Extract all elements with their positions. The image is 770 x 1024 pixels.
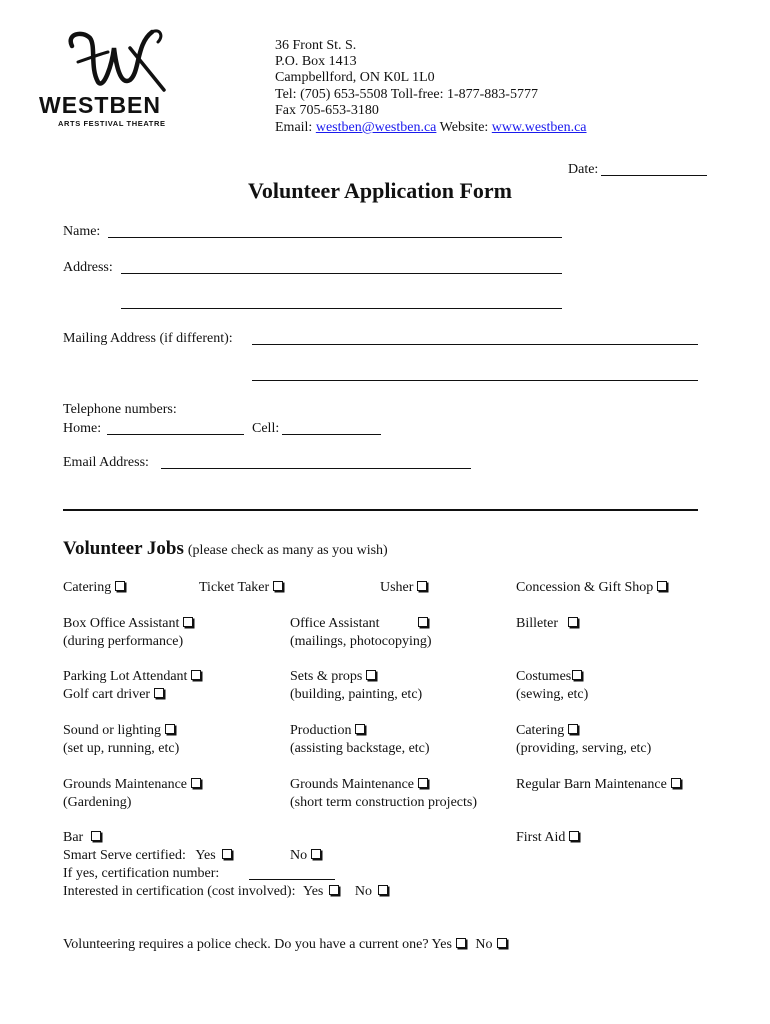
sound-lighting-checkbox[interactable] — [165, 724, 175, 734]
costumes-checkbox[interactable] — [572, 670, 582, 680]
contact-fax: Fax 705-653-3180 — [275, 103, 379, 118]
sets-props-checkbox[interactable] — [366, 670, 376, 680]
job-grounds-gardening: Grounds Maintenance (Gardening) — [63, 776, 201, 812]
cert-number-label: If yes, certification number: — [63, 866, 220, 881]
office-assistant-checkbox[interactable] — [418, 617, 428, 627]
name-label: Name: — [63, 224, 101, 239]
golf-cart-checkbox[interactable] — [154, 688, 164, 698]
interested-yes-checkbox[interactable] — [329, 885, 339, 895]
job-concession: Concession & Gift Shop — [516, 579, 667, 597]
job-usher: Usher — [380, 579, 427, 597]
job-sets-props: Sets & props (building, painting, etc) — [290, 669, 423, 702]
email-label: Email: — [275, 120, 316, 135]
date-line[interactable] — [601, 175, 707, 176]
cell-phone-line[interactable] — [282, 434, 381, 435]
job-billeter: Billeter — [516, 615, 578, 633]
home-phone-line[interactable] — [107, 434, 244, 435]
address-line-2[interactable] — [121, 308, 562, 309]
wb-monogram-icon — [60, 24, 180, 96]
mailing-address-label: Mailing Address (if different): — [63, 331, 233, 346]
logo-wordmark: WESTBEN — [39, 92, 161, 118]
smart-serve-yes-checkbox[interactable] — [222, 849, 232, 859]
bar-checkbox[interactable] — [91, 831, 101, 841]
volunteer-jobs-heading — [63, 538, 388, 560]
job-bar: Bar — [63, 829, 101, 847]
job-box-office: Box Office Assistant (during performance) — [63, 615, 193, 651]
jobs-subheading: (please check as many as you wish) — [187, 543, 388, 558]
job-ticket-taker: Ticket Taker — [199, 579, 283, 597]
mailing-line-1[interactable] — [252, 344, 698, 345]
barn-maintenance-checkbox[interactable] — [671, 778, 681, 788]
usher-checkbox[interactable] — [417, 581, 427, 591]
job-catering: Catering — [63, 579, 125, 597]
home-label: Home: — [63, 421, 102, 436]
cell-label: Cell: — [252, 421, 280, 436]
parking-checkbox[interactable] — [191, 670, 201, 680]
smart-serve-no-checkbox[interactable] — [311, 849, 321, 859]
website-link[interactable]: www.westben.ca — [491, 120, 587, 135]
address-label: Address: — [63, 260, 113, 275]
smart-serve-row: Smart Serve certified: Yes — [63, 847, 232, 865]
address-line-1[interactable] — [121, 273, 562, 274]
grounds-gardening-checkbox[interactable] — [191, 778, 201, 788]
job-sound-lighting: Sound or lighting (set up, running, etc) — [63, 723, 180, 756]
billeter-checkbox[interactable] — [568, 617, 578, 627]
form-title: Volunteer Application Form — [248, 178, 513, 203]
interested-no-checkbox[interactable] — [378, 885, 388, 895]
police-yes-checkbox[interactable] — [456, 938, 466, 948]
grounds-construction-checkbox[interactable] — [418, 778, 428, 788]
contact-po-box: P.O. Box 1413 — [275, 54, 357, 69]
job-parking: Parking Lot Attendant Golf cart driver — [63, 668, 201, 704]
westben-logo — [38, 22, 178, 132]
jobs-heading-text: Volunteer Jobs — [63, 538, 184, 559]
job-catering-2: Catering (providing, serving, etc) — [516, 723, 652, 756]
interested-cert-row: Interested in certification (cost involved): Yes No — [63, 883, 388, 901]
section-divider — [63, 509, 698, 511]
job-costumes: Costumes (sewing, etc) — [516, 669, 589, 702]
catering-checkbox[interactable] — [115, 581, 125, 591]
name-line[interactable] — [108, 237, 562, 238]
date-label: Date: — [568, 162, 599, 177]
email-address-label: Email Address: — [63, 455, 149, 470]
job-barn-maintenance: Regular Barn Maintenance — [516, 776, 681, 794]
job-office-assistant: Office Assistant (mailings, photocopying) — [290, 616, 432, 649]
first-aid-checkbox[interactable] — [569, 831, 579, 841]
contact-street: 36 Front St. S. — [275, 38, 357, 53]
job-first-aid: First Aid — [516, 829, 579, 847]
catering-2-checkbox[interactable] — [568, 724, 578, 734]
email-link[interactable]: westben@westben.ca — [315, 120, 437, 135]
smart-serve-no: No — [290, 847, 321, 865]
cert-number-line[interactable] — [249, 879, 335, 880]
job-production: Production (assisting backstage, etc) — [290, 723, 430, 756]
ticket-taker-checkbox[interactable] — [273, 581, 283, 591]
police-check-row: Volunteering requires a police check. Do you have a current one? Yes No — [63, 936, 507, 954]
police-no-checkbox[interactable] — [497, 938, 507, 948]
job-grounds-construction: Grounds Maintenance (short term construction projects) — [290, 777, 478, 810]
production-checkbox[interactable] — [355, 724, 365, 734]
mailing-line-2[interactable] — [252, 380, 698, 381]
concession-checkbox[interactable] — [657, 581, 667, 591]
contact-tel: Tel: (705) 653-5508 Toll-free: 1-877-883-5777 — [275, 87, 538, 102]
email-address-line[interactable] — [161, 468, 471, 469]
contact-city: Campbellford, ON K0L 1L0 — [275, 70, 435, 85]
telephone-label: Telephone numbers: — [63, 402, 177, 417]
box-office-checkbox[interactable] — [183, 617, 193, 627]
contact-email-row — [275, 120, 587, 136]
logo-tagline: ARTS FESTIVAL THEATRE — [58, 119, 166, 128]
website-label: Website: — [436, 120, 492, 135]
